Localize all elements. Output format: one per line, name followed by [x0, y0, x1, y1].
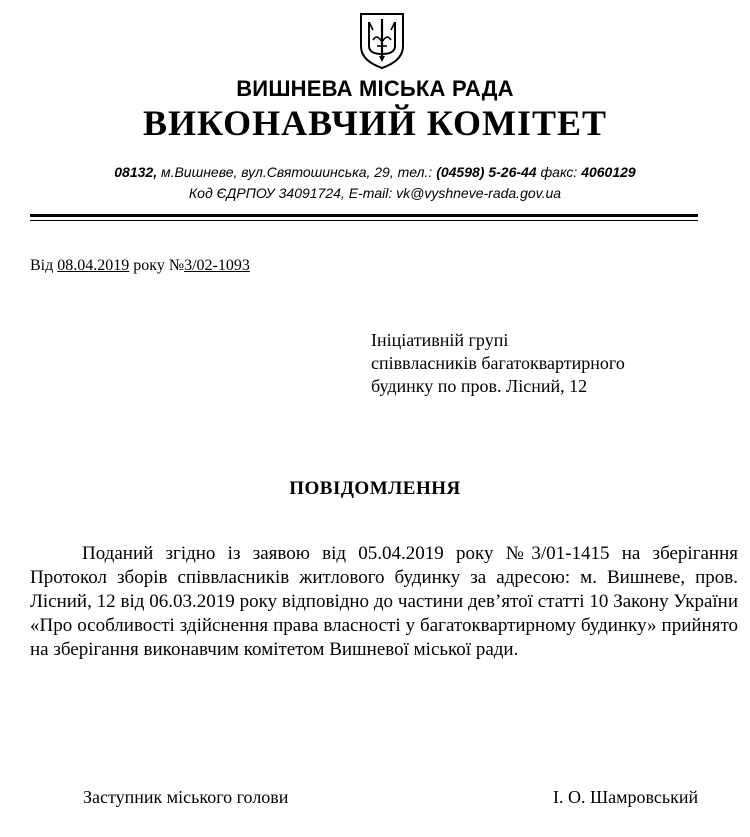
reference-number: 3/02-1093: [184, 257, 250, 274]
addressee-line: Ініціативній групі: [371, 330, 509, 350]
committee-name: ВИКОНАВЧИЙ КОМІТЕТ: [142, 103, 608, 143]
header-divider-thick: [30, 214, 698, 217]
signatory-position: Заступник міського голови: [83, 787, 289, 807]
contact-line-2: Код ЄДРПОУ 34091724, E-mail: vk@vyshneve-rada.gov.ua: [188, 185, 562, 201]
signatory-name: І. О. Шамровський: [553, 787, 699, 807]
reference-date: 08.04.2019: [57, 257, 130, 274]
addressee-line: будинку по пров. Лісний, 12: [371, 376, 588, 396]
council-name: ВИШНЕВА МІСЬКА РАДА: [236, 76, 514, 101]
contact-block: [0, 162, 750, 204]
address: м.Вишневе, вул.Святошинська, 29, тел.:: [160, 164, 433, 180]
addressee-line: співвласників багатоквартирного: [371, 353, 625, 373]
reference-prefix: Від: [30, 257, 54, 274]
fax-label: факс:: [540, 164, 578, 180]
addressee-block: [371, 329, 625, 398]
phone: (04598) 5-26-44: [436, 164, 537, 180]
body-paragraph: Поданий згідно із заявою від 05.04.2019 року №3/01-1415 на зберігання Протокол зборів співвласників житлового будинку за адресою: м. Вишневе, пров. Лісний, 12 від 06.03.2019 року відповідно до частини дев’ятої статті 10 Закону України «Про особливості здійснення права власності у багатоквартирному будинку» прийнято на зберігання виконавчим комітетом Вишневої міської ради.: [30, 543, 738, 660]
document-reference: [30, 257, 250, 275]
postcode: 08132,: [114, 164, 158, 180]
contact-line-1: [0, 162, 750, 183]
document-title: ПОВІДОМЛЕННЯ: [289, 478, 461, 499]
trident-coat-of-arms-icon: [357, 10, 407, 70]
fax: 4060129: [581, 164, 636, 180]
reference-middle: року №: [133, 257, 185, 274]
header-divider-thin: [30, 220, 698, 221]
